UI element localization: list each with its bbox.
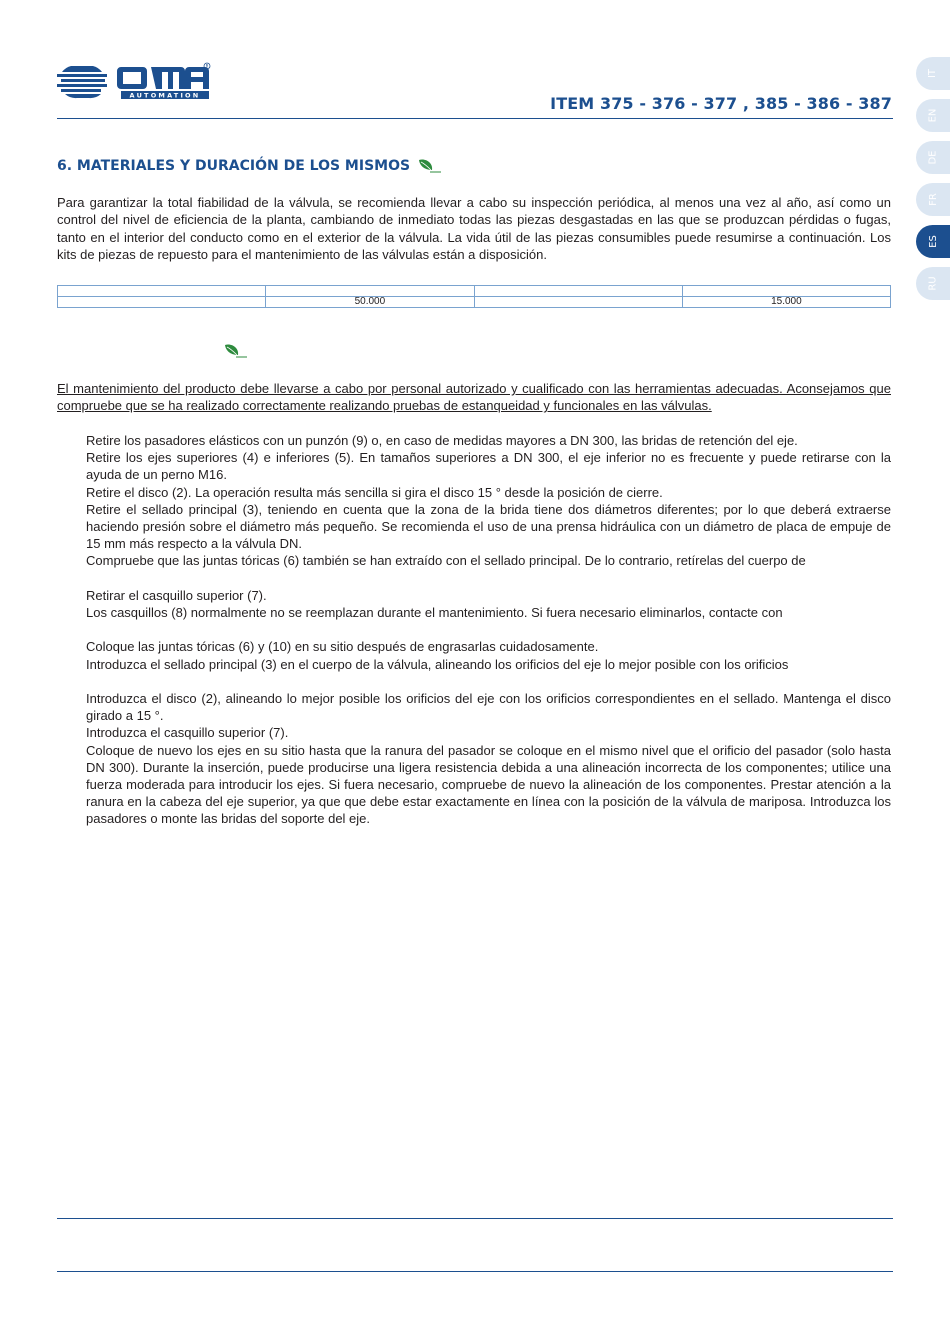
list-item: Introduzca el disco (2), alineando lo mejor posible los orificios del eje con los orificios correspondientes en el sellado. Mantenga el disco girado a 15 °.: [86, 691, 891, 724]
section-title: 6. MATERIALES Y DURACIÓN DE LOS MISMOS: [57, 158, 411, 174]
table-cell: [474, 297, 682, 308]
table-cell: [58, 297, 266, 308]
leaf-icon: [224, 343, 248, 359]
lang-tab-it[interactable]: IT: [916, 57, 950, 90]
list-item: Introduzca el sellado principal (3) en el cuerpo de la válvula, alineando los orificios del eje lo mejor posible con los orificios: [86, 656, 789, 672]
maintenance-steps: [86, 432, 891, 828]
table-row: [58, 286, 891, 297]
table-row: [58, 297, 891, 308]
table-cell: 15.000: [682, 297, 890, 308]
lang-tab-es[interactable]: ES: [916, 225, 950, 258]
list-item: Coloque las juntas tóricas (6) y (10) en su sitio después de engrasarlas cuidadosamente.: [86, 639, 599, 655]
list-item: Compruebe que las juntas tóricas (6) también se han extraído con el sellado principal. De lo contrario, retírelas del cuerpo de: [86, 553, 806, 569]
list-item: Retire los pasadores elásticos con un punzón (9) o, en caso de medidas mayores a DN 300, las bridas de retención del eje.: [86, 433, 798, 448]
consumables-table: [57, 285, 891, 308]
list-item: Retire el disco (2). La operación resulta más sencilla si gira el disco 15 ° desde la posición de cierre.: [86, 484, 663, 500]
header-divider: [57, 118, 893, 119]
leaf-icon: [418, 158, 442, 174]
list-item: Coloque de nuevo los ejes en su sitio hasta que la ranura del pasador se coloque en el mismo nivel que el orificio del pasador (solo hasta DN 300). Durante la inserción, puede producirse una ligera resistencia debida a una alineación incorrecta de los componentes; utilice una fuerza moderada para introducir los ejes. Si fuera necesario, compruebe de nuevo la alineación de los componentes. Prestar atención a la ranura en la cabeza del eje superior, ya que que debe estar exactamente en línea con la posición de la válvula de mariposa. Introduzca los pasadores o monte las bridas del soporte del eje.: [86, 742, 891, 827]
footer-divider: [57, 1218, 893, 1219]
list-item: Los casquillos (8) normalmente no se reemplazan durante el mantenimiento. Si fuera necesario eliminarlos, contacte con: [86, 605, 783, 621]
lang-tab-en[interactable]: EN: [916, 99, 950, 132]
maintenance-warning: El mantenimiento del producto debe llevarse a cabo por personal autorizado y cualificado con las herramientas adecuadas. Aconsejamos que compruebe que se ha realizado correctamente realizando pruebas de estanqueidad y funcionales en las válvulas.: [57, 381, 891, 414]
table-cell: [266, 286, 474, 297]
table-cell: [682, 286, 890, 297]
list-item: Introduzca el casquillo superior (7).: [86, 725, 289, 741]
item-title: ITEM 375 - 376 - 377 , 385 - 386 - 387: [550, 94, 892, 113]
table-cell: [58, 286, 266, 297]
list-item: Retire el sellado principal (3), teniendo en cuenta que la zona de la brida tiene dos diámetros diferentes; por lo que deberá extraerse haciendo presión sobre el diámetro más pequeño. Se recomienda el uso de una prensa hidráulica con un diámetro de placa de empuje de 15 mm más respecto a la válvula DN.: [86, 501, 891, 552]
lang-tab-fr[interactable]: FR: [916, 183, 950, 216]
table-cell: [474, 286, 682, 297]
list-item: Retire los ejes superiores (4) e inferiores (5). En tamaños superiores a DN 300, el eje inferior no es frecuente y puede retirarse con la ayuda de un perno M16.: [86, 450, 891, 483]
table-cell: 50.000: [266, 297, 474, 308]
language-tabs: [916, 57, 950, 309]
logo-subtext: AUTOMATION: [129, 91, 201, 100]
intro-paragraph: Para garantizar la total fiabilidad de la válvula, se recomienda llevar a cabo su inspección periódica, al menos una vez al año, así como un control del nivel de eficiencia de la planta, cambiando de inmediato todas las piezas desgastadas en las que se produzcan pérdidas o fugas, tanto en el interior del conducto como en el exterior de la válvula. La vida útil de las piezas consumibles puede resumirse a continuación. Los kits de piezas de repuesto para el mantenimiento de las válvulas están a disposición.: [57, 195, 891, 262]
omal-logo: [57, 62, 213, 102]
section-heading: [57, 158, 442, 174]
lang-tab-de[interactable]: DE: [916, 141, 950, 174]
lang-tab-ru[interactable]: RU: [916, 267, 950, 300]
list-item: Retirar el casquillo superior (7).: [86, 587, 267, 603]
footer-divider: [57, 1271, 893, 1272]
svg-text:R: R: [205, 63, 209, 69]
